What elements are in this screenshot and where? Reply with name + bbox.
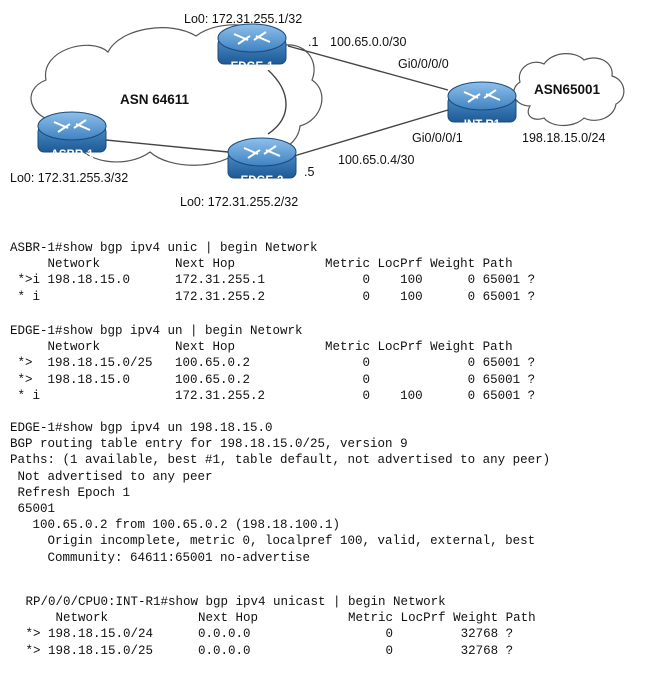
link-local-octet-edge1: .1 [308,35,319,49]
cli-line: 65001 [10,502,56,517]
cli-line: 100.65.0.2 from 100.65.0.2 (198.18.100.1) [10,518,341,533]
link-subnet-edge2-intr1: 100.65.0.4/30 [338,153,415,167]
cli-line: *> 198.18.15.0/25 100.65.0.2 0 0 65001 ? [10,356,536,371]
link-interface-gi0-0-0-1: Gi0/0/0/1 [412,131,463,145]
loopback-label-edge1: Lo0: 172.31.255.1/32 [184,12,303,26]
cli-line: Refresh Epoch 1 [10,485,131,500]
remote-prefix-label: 198.18.15.0/24 [522,131,606,145]
router-name-asbr1: ASBR-1 [50,149,94,161]
cli-output-asbr1 [10,240,535,305]
cli-line: Community: 64611:65001 no-advertise [10,550,311,565]
router-edge1 [218,24,286,64]
cli-line: * i 172.31.255.2 0 100 0 65001 ? [10,388,536,403]
cloud-label-asn-65001: ASN65001 [534,82,601,97]
cli-line: Paths: (1 available, best #1, table default, not advertised to any peer) [10,453,551,468]
router-name-intr1: INT-R1 [463,119,501,131]
cli-line: Network Next Hop Metric LocPrf Weight Path [10,340,513,355]
cli-line: Not advertised to any peer [10,469,213,484]
link-interface-gi0-0-0-0: Gi0/0/0/0 [398,57,449,71]
router-intr1 [448,82,516,122]
cli-line: EDGE-1#show bgp ipv4 un 198.18.15.0 [10,421,273,435]
cli-line: RP/0/0/CPU0:INT-R1#show bgp ipv4 unicast | begin Network [18,595,446,609]
cli-output-edge1-detail [10,420,550,566]
cli-line: Network Next Hop Metric LocPrf Weight Path [18,611,536,626]
loopback-label-edge2: Lo0: 172.31.255.2/32 [180,195,299,209]
network-diagram [0,0,660,240]
router-asbr1 [38,112,106,152]
cli-line: *>i 198.18.15.0 172.31.255.1 0 100 0 65001 ? [10,273,536,288]
router-name-edge2: EDGE-2 [240,175,284,187]
cli-output-edge1 [10,323,535,404]
cli-line: Origin incomplete, metric 0, localpref 100, valid, external, best [10,534,536,549]
cli-line: *> 198.18.15.0/25 0.0.0.0 0 32768 ? [18,643,514,658]
router-name-edge1: EDGE-1 [230,61,274,73]
cli-line: ASBR-1#show bgp ipv4 unic | begin Network [10,241,318,255]
cloud-label-asn-64611: ASN 64611 [120,92,190,107]
cli-line: * i 172.31.255.2 0 100 0 65001 ? [10,289,536,304]
router-edge2 [228,138,296,178]
cli-line: BGP routing table entry for 198.18.15.0/25, version 9 [10,437,408,452]
cli-line: Network Next Hop Metric LocPrf Weight Path [10,257,513,272]
link-local-octet-edge2: .5 [304,165,315,179]
loopback-label-asbr1: Lo0: 172.31.255.3/32 [10,171,129,185]
cli-line: *> 198.18.15.0 100.65.0.2 0 0 65001 ? [10,372,536,387]
cli-line: *> 198.18.15.0/24 0.0.0.0 0 32768 ? [18,627,514,642]
cli-line: EDGE-1#show bgp ipv4 un | begin Netowrk [10,324,303,338]
link-subnet-edge1-intr1: 100.65.0.0/30 [330,35,407,49]
cli-output-intr1 [18,594,536,659]
